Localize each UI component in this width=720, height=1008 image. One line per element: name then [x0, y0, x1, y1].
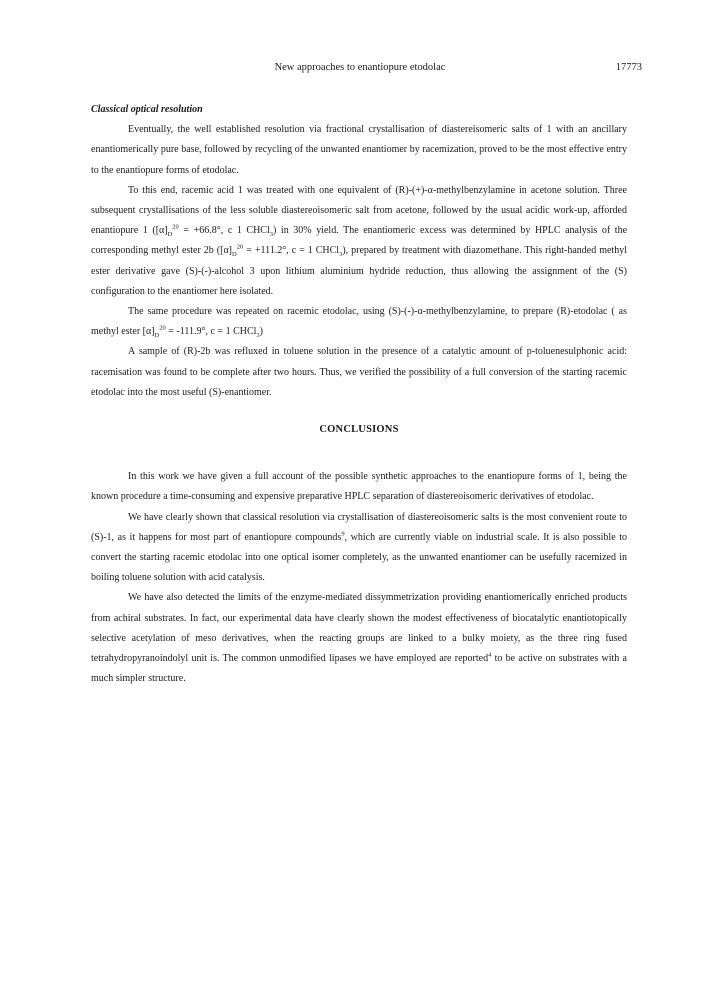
article-body: [91, 100, 627, 689]
paragraph-resolution-intro: Eventually, the well established resolution via fractional crystallisation of diastereisomeric salts of 1 with an ancillary enantiomerically pure base, followed by recycling of the unwanted enantiomer by racemization, proved to be the most effective entry to the enantiopure forms of etodolac.: [91, 124, 627, 176]
page-number: 17773: [615, 62, 642, 73]
paragraph-conclusions-3: We have also detected the limits of the enzyme-mediated dissymmetrization providing enantiomerically enriched products from achiral substrates. In fact, our experimental data have clearly shown the modest effectiveness of biocatalytic enantiotopically selective acetylation of meso derivatives, when the reacting groups are linked to a bulky moiety, as the three ring fused tetrahydropyranoindolyl unit is. The common unmodified lipases we have employed are reported$^4$ to be active on substrates with a much simpler structure.: [91, 592, 627, 685]
reference-marker: 9: [341, 530, 345, 538]
paragraph-conclusions-1: In this work we have given a full account of the possible synthetic approaches to the enantiopure forms of 1, being the known procedure a time-consuming and expensive preparative HPLC separation of diastereoisomeric derivatives of etodolac.: [91, 471, 627, 503]
paragraph-conclusions-2: We have clearly shown that classical resolution via crystallisation of diastereoisomeric salts is the most convenient route to (S)-1, as it happens for most part of enantiopure compounds$^9$, which are currently viable on industrial scale. It is also possible to convert the starting racemic etodolac into one optical isomer completely, as the unwanted enantiomer can be usefully racemized in boiling toluene solution with acid catalysis.: [91, 511, 628, 584]
reference-marker: 4: [488, 651, 492, 659]
conclusions-heading: CONCLUSIONS: [319, 424, 399, 436]
section-heading: Classical optical resolution: [91, 104, 203, 115]
running-title: New approaches to enantiopure etodolac: [274, 62, 446, 73]
paragraph-r-etodolac: The same procedure was repeated on racemic etodolac, using (S)-(-)-α-methylbenzylamine, to prepare (R)-etodolac ( as methyl ester $[\alpha]_D^{20} = -111.9^\circ$, c = 1 CHCl$_3$): [91, 306, 627, 340]
paragraph-racemisation: A sample of (R)-2b was refluxed in toluene solution in the presence of a catalytic amount of p-toluenesulphonic acid: racemisation was found to be complete after two hours. Thus, we verified the possibility of a full conversion of the starting racemic etodolac into the most useful (S)-enantiomer.: [91, 346, 627, 398]
paragraph-resolution-procedure: To this end, racemic acid 1 was treated with one equivalent of (R)-(+)-α-methylbenzylamine in acetone solution. Three subsequent crystallisations of the less soluble diastereoisomeric salt from acetone, followed by the usual acidic work-up, afforded enantiopure 1 ($[\alpha]_D^{20} = +66.8^\circ$, c 1 CHCl$_3$) in 30% yield. The enantiomeric excess was determined by HPLC analysis of the corresponding methyl ester 2b ($[\alpha]_D^{20} = +111.2^\circ$, c = 1 CHCl$_3$), prepared by treatment with diazomethane. This right-handed methyl ester derivative gave (S)-(-)-alcohol 3 upon lithium aluminium hydride reduction, thus allowing the assignment of the (S) configuration to the enantiomer here isolated.: [91, 184, 628, 297]
